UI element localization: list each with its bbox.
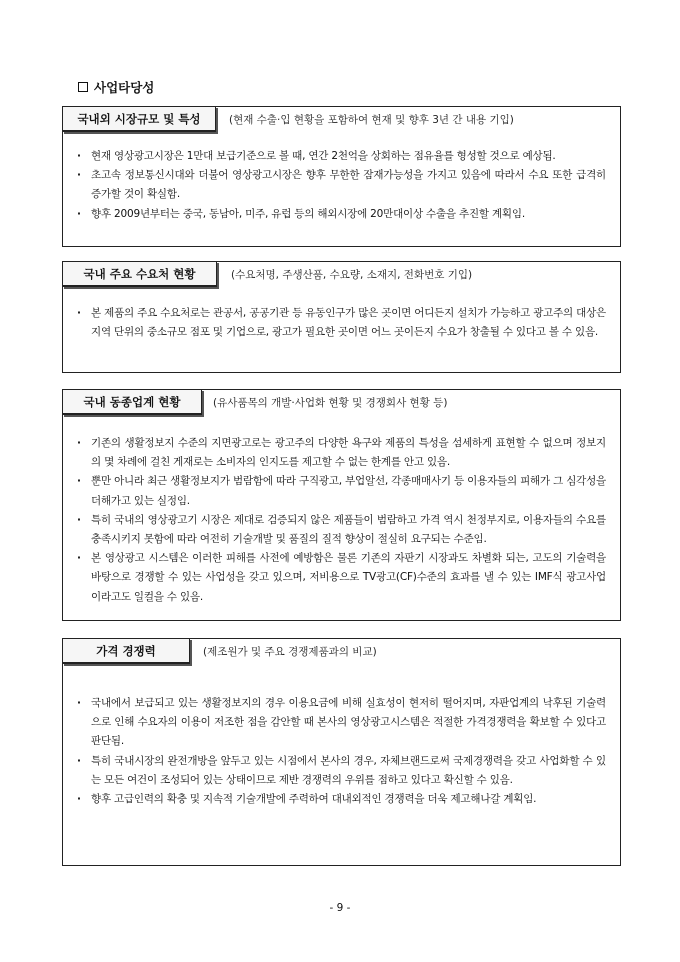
list-item: · 현재 영상광고시장은 1만대 보급기준으로 볼 때, 연간 2천억을 상회하는 점유율를 형성할 것으로 예상됨. bbox=[77, 147, 606, 166]
section-heading bbox=[78, 78, 154, 96]
list-item: · 국내에서 보급되고 있는 생활정보지의 경우 이용요금에 비해 실효성이 현저히 떨어지며, 자판업계의 낙후된 기술력으로 인해 수요자의 이용이 저조한 점을 감안할 때 본사의 영상광고시스템은 적절한 가격경쟁력을 확보할 수 있다고 판단됨. bbox=[77, 694, 606, 752]
list-item: · 본 제품의 주요 수요처로는 관공서, 공공기관 등 유동인구가 많은 곳이면 어디든지 설치가 가능하고 광고주의 대상은 지역 단위의 중소규모 점포 및 기업으로, 광고가 필요한 곳이면 어느 곳이든지 수요가 창출될 수 있다고 볼 수 있음. bbox=[77, 304, 606, 342]
list-item: · 초고속 정보통신시대와 더불어 영상광고시장은 향후 무한한 잠재가능성을 가지고 있음에 따라서 수요 또한 급격히 증가할 것이 확실함. bbox=[77, 166, 606, 204]
industry-hint: (유사품목의 개발·사업화 현황 및 경쟁회사 현황 등) bbox=[213, 397, 448, 409]
checkbox-square-icon bbox=[78, 82, 88, 92]
price-section bbox=[62, 638, 621, 866]
section-heading-title: 사업타당성 bbox=[94, 80, 155, 95]
demand-tab: 국내 주요 수요처 현황 bbox=[62, 261, 217, 287]
demand-list bbox=[77, 304, 606, 342]
price-tab: 가격 경쟁력 bbox=[62, 638, 190, 664]
list-item: · 특히 국내의 영상광고기 시장은 제대로 검증되지 않은 제품들이 범람하고 가격 역시 천정부지로, 이용자들의 수요를 충족시키지 못함에 따라 여전히 기술개발 및 품질의 질적 향상이 절실히 요구되는 수준임. bbox=[77, 511, 606, 549]
market-size-tab: 국내외 시장규모 및 특성 bbox=[62, 106, 216, 132]
page-number: - 9 - bbox=[329, 902, 351, 914]
list-item: · 본 영상광고 시스템은 이러한 피해를 사전에 예방함은 물론 기존의 자판기 시장과도 차별화 되는, 고도의 기술력을 바탕으로 경쟁할 수 있는 사업성을 갖고 있으며, 저비용으로 TV광고(CF)수준의 효과를 낼 수 있는 IMF식 광고사업이라고도 일컬을 수 있음. bbox=[77, 549, 606, 607]
price-list bbox=[77, 694, 606, 809]
industry-section bbox=[62, 389, 621, 621]
list-item: · 기존의 생활정보지 수준의 지면광고로는 광고주의 다양한 욕구와 제품의 특성을 섬세하게 표현할 수 없으며 정보지의 몇 차례에 걸친 게재로는 소비자의 인지도를 제고할 수 없는 한계를 안고 있음. bbox=[77, 434, 606, 472]
market-size-hint: (현재 수출·입 현황을 포함하여 현재 및 향후 3년 간 내용 기입) bbox=[229, 114, 514, 126]
market-size-section bbox=[62, 106, 621, 247]
demand-hint: (수요처명, 주생산품, 수요량, 소재지, 전화번호 기입) bbox=[231, 269, 473, 281]
list-item: · 향후 고급인력의 확충 및 지속적 기술개발에 주력하여 대내외적인 경쟁력을 더욱 제고해나갈 계획임. bbox=[77, 790, 606, 809]
market-size-list bbox=[77, 147, 606, 224]
price-hint: (제조원가 및 주요 경쟁제품과의 비교) bbox=[203, 646, 377, 658]
list-item: · 향후 2009년부터는 중국, 동남아, 미주, 유럽 등의 해외시장에 20만대이상 수출을 추진할 계획임. bbox=[77, 205, 606, 224]
demand-section bbox=[62, 261, 621, 373]
list-item: · 특히 국내시장의 완전개방을 앞두고 있는 시점에서 본사의 경우, 자체브랜드로써 국제경쟁력을 갖고 사업화할 수 있는 모든 여건이 조성되어 있는 상태이므로 제반 경쟁력의 우위를 점하고 있다고 확신할 수 있음. bbox=[77, 752, 606, 790]
industry-list bbox=[77, 434, 606, 607]
list-item: · 뿐만 아니라 최근 생활정보지가 범람함에 따라 구직광고, 부업알선, 각종매매사기 등 이용자들의 피해가 그 심각성을 더해가고 있는 실정임. bbox=[77, 472, 606, 510]
industry-tab: 국내 동종업계 현황 bbox=[62, 389, 202, 415]
